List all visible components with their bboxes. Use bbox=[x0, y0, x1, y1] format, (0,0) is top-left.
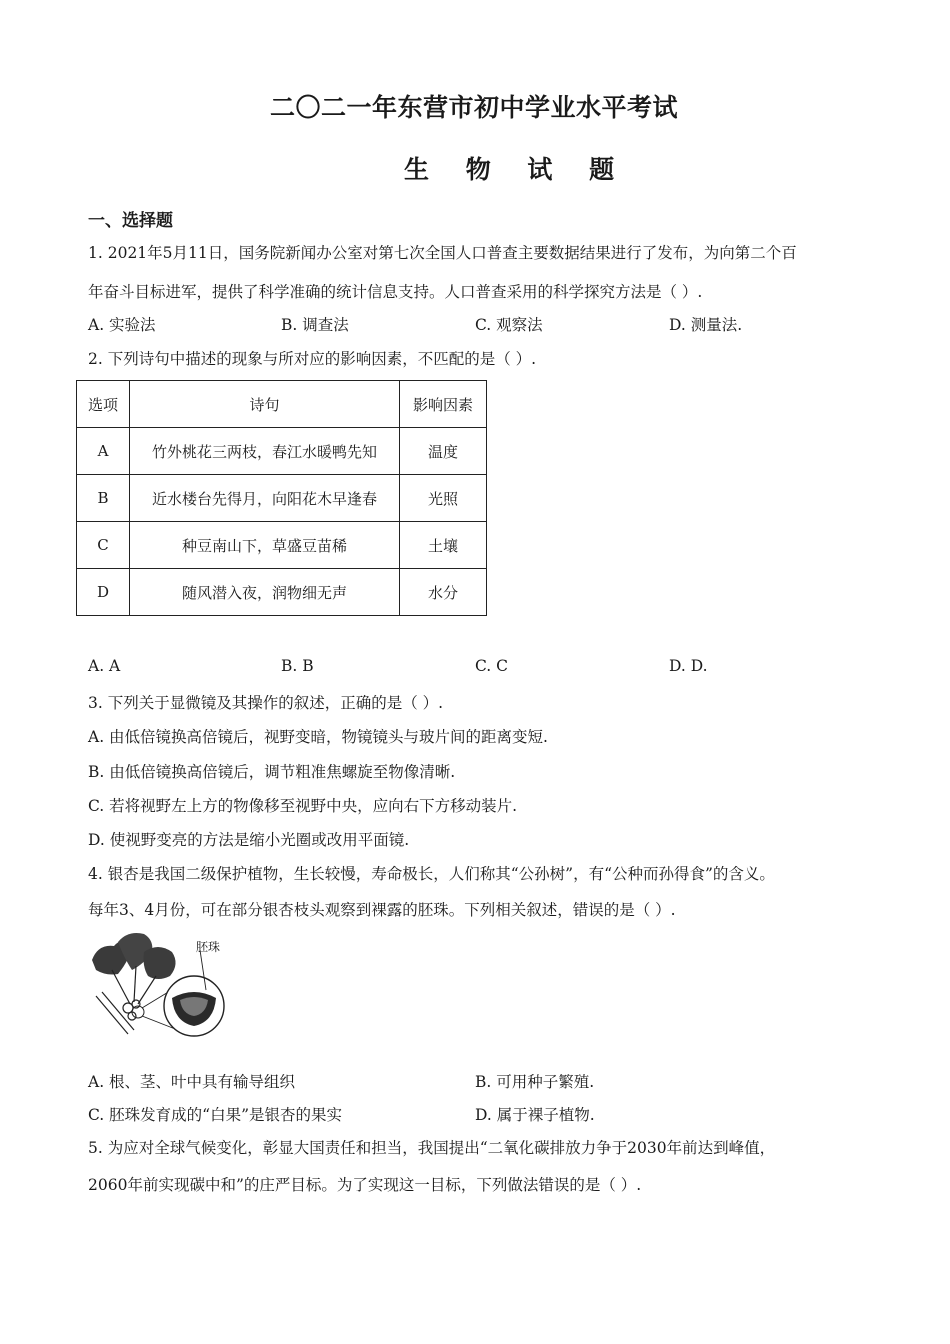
table-cell: 土壤 bbox=[400, 522, 487, 569]
table-cell: A bbox=[77, 428, 130, 475]
q1-option-b: B. 调查法 bbox=[281, 316, 349, 334]
q2-option-a: A. A bbox=[88, 657, 121, 675]
table-cell: 近水楼台先得月，向阳花木早逢春 bbox=[130, 475, 400, 522]
q1-stem-line1: 1. 2021年5月11日，国务院新闻办公室对第七次全国人口普查主要数据结果进行了发布，为向第二个百 bbox=[88, 244, 797, 262]
table-cell: 光照 bbox=[400, 475, 487, 522]
table-header-row bbox=[77, 381, 487, 428]
table-row bbox=[77, 522, 487, 569]
table-row bbox=[77, 428, 487, 475]
q3-option-c: C. 若将视野左上方的物像移至视野中央，应向右下方移动装片. bbox=[88, 797, 518, 815]
table-cell: 竹外桃花三两枝，春江水暖鸭先知 bbox=[130, 428, 400, 475]
ginkgo-figure bbox=[88, 930, 238, 1044]
q4-option-d: D. 属于裸子植物. bbox=[475, 1106, 595, 1124]
table-cell: D bbox=[77, 569, 130, 616]
table-header-factor: 影响因素 bbox=[400, 381, 487, 428]
q3-option-b: B. 由低倍镜换高倍镜后，调节粗准焦螺旋至物像清晰. bbox=[88, 763, 456, 781]
page-subtitle: 生 物 试 题 bbox=[404, 155, 629, 184]
table-cell: 随风潜入夜，润物细无声 bbox=[130, 569, 400, 616]
figure-label-ovule: 胚珠 bbox=[196, 940, 221, 954]
table-header-poem: 诗句 bbox=[130, 381, 400, 428]
q3-stem: 3. 下列关于显微镜及其操作的叙述，正确的是（ ）. bbox=[88, 694, 444, 712]
q5-stem-line1: 5. 为应对全球气候变化，彰显大国责任和担当，我国提出“二氧化碳排放力争于2030年前达到峰值， bbox=[88, 1139, 776, 1157]
q1-option-c: C. 观察法 bbox=[475, 316, 543, 334]
q4-option-b: B. 可用种子繁殖. bbox=[475, 1073, 595, 1091]
q5-stem-line2: 2060年前实现碳中和”的庄严目标。为了实现这一目标，下列做法错误的是（ ）. bbox=[88, 1176, 642, 1194]
q2-stem: 2. 下列诗句中描述的现象与所对应的影响因素，不匹配的是（ ）. bbox=[88, 350, 537, 368]
ginkgo-leaf bbox=[144, 947, 176, 979]
q2-table bbox=[76, 380, 487, 616]
table-header-option: 选项 bbox=[77, 381, 130, 428]
q2-option-b: B. B bbox=[281, 657, 314, 675]
table-cell: 水分 bbox=[400, 569, 487, 616]
table-cell: C bbox=[77, 522, 130, 569]
q4-option-c: C. 胚珠发育成的“白果”是银杏的果实 bbox=[88, 1106, 343, 1124]
q4-stem-line2: 每年3、4月份，可在部分银杏枝头观察到裸露的胚珠。下列相关叙述，错误的是（ ）. bbox=[88, 901, 676, 919]
table-cell: 种豆南山下，草盛豆苗稀 bbox=[130, 522, 400, 569]
q4-option-a: A. 根、茎、叶中具有输导组织 bbox=[88, 1073, 296, 1091]
section-heading: 一、选择题 bbox=[88, 211, 173, 231]
table-cell: B bbox=[77, 475, 130, 522]
page-title: 二〇二一年东营市初中学业水平考试 bbox=[270, 93, 679, 122]
table-row bbox=[77, 475, 487, 522]
q1-option-d: D. 测量法. bbox=[669, 316, 743, 334]
table-cell: 温度 bbox=[400, 428, 487, 475]
q4-stem-line1: 4. 银杏是我国二级保护植物，生长较慢，寿命极长，人们称其“公孙树”，有“公种而孙得食”的含义。 bbox=[88, 865, 775, 883]
q3-option-a: A. 由低倍镜换高倍镜后，视野变暗，物镜镜头与玻片间的距离变短. bbox=[88, 728, 548, 746]
q3-option-d: D. 使视野变亮的方法是缩小光圈或改用平面镜. bbox=[88, 831, 410, 849]
q2-option-d: D. D. bbox=[669, 657, 708, 675]
q1-stem-line2: 年奋斗目标进军，提供了科学准确的统计信息支持。人口普查采用的科学探究方法是（ ）. bbox=[88, 283, 703, 301]
table-row bbox=[77, 569, 487, 616]
q1-option-a: A. 实验法 bbox=[88, 316, 156, 334]
q2-option-c: C. C bbox=[475, 657, 509, 675]
